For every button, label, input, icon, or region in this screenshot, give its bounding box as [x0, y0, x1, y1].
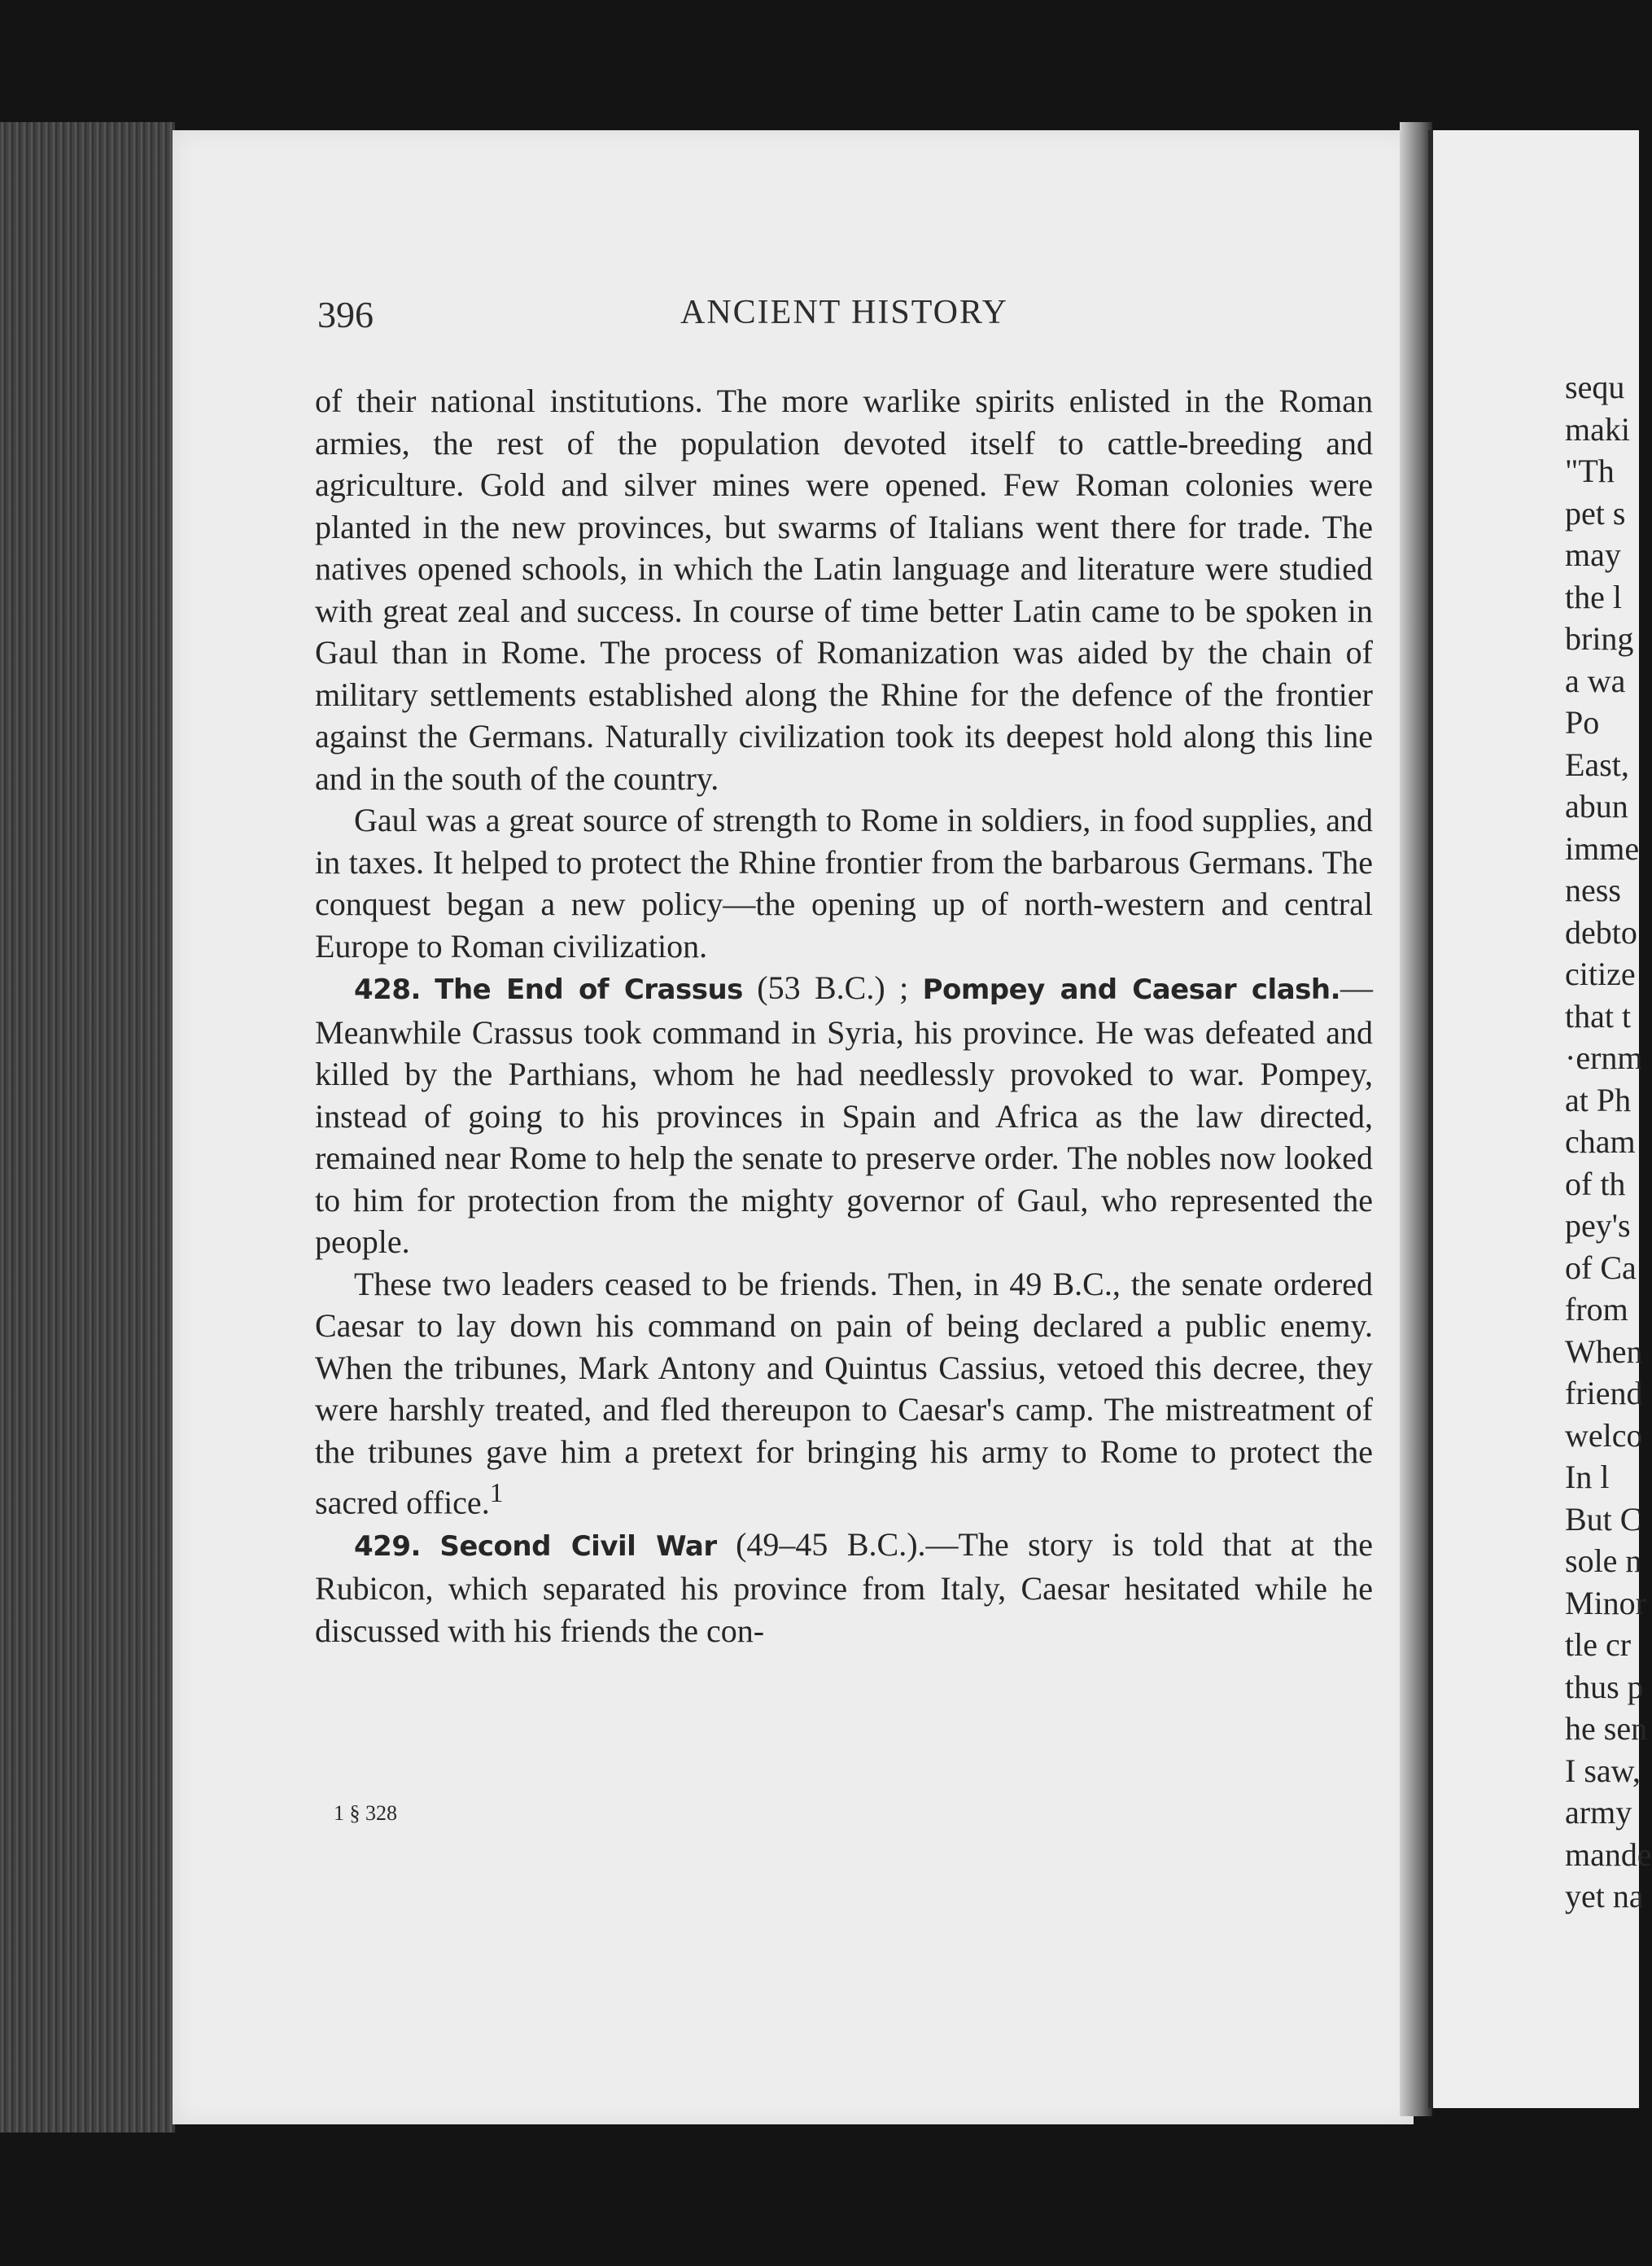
section-heading: Pompey and Caesar clash.: [922, 973, 1341, 1006]
section-heading: Second Civil War: [439, 1529, 717, 1563]
right-page-line: ness: [1565, 872, 1621, 908]
right-page-line: yet na: [1565, 1878, 1644, 1914]
section-body: —The story is told that at the Rubicon, which separated his province from Italy, Caesar hesitated while he discussed with his friends the con-: [315, 1525, 1374, 1649]
right-page-line: army: [1565, 1794, 1632, 1831]
right-page-line: "Th: [1565, 453, 1615, 489]
footnote-marker: 1: [489, 1478, 504, 1508]
right-page-line: bring: [1565, 620, 1634, 657]
right-page-line: welco: [1565, 1416, 1643, 1454]
right-page-line: from: [1565, 1291, 1628, 1328]
section-428: [315, 967, 1373, 1263]
paragraph-gaul-institutions: of their national institutions. The more warlike spirits enlisted in the Roman armies, the rest of the population devoted itself to cattle-breeding and agriculture. Gold and silver mines were opened. Few Roman colonies were planted in the new provinces, but swarms of Italians went there for trade. The natives opened schools, in which the Latin language and literature were studied with great zeal and success. In course of time better Latin came to be spoken in Gaul than in Rome. The process of Romanization was aided by the chain of military settlements established along the Rhine for the defence of the frontier against the Germans. Naturally civilization took its deepest hold along this line and in the south of the country.: [315, 383, 1373, 797]
left-page: [173, 130, 1414, 2124]
footnote: 1 § 328: [334, 1801, 397, 1825]
right-page-line: thus p: [1565, 1668, 1644, 1705]
right-page-line: I saw,: [1565, 1752, 1641, 1789]
right-page-text: [1565, 366, 1652, 1918]
right-page-line: pet s: [1565, 494, 1626, 532]
section-body: —Meanwhile Crassus took command in Syria, his province. He was defeated and killed by the Parthians, whom he had needlessly provoked to war. Pompey, instead of going to his provinces in Spain and Africa as the law directed, remained near Rome to help the senate to preserve order. The nobles now looked to him for protection from the mighty governor of Gaul, who represented the people.: [315, 969, 1374, 1260]
right-page-line: imme: [1565, 829, 1640, 867]
right-page-line: East,: [1565, 746, 1629, 783]
right-page-line: pey's: [1565, 1207, 1631, 1244]
right-page-line: ·ernm: [1565, 1039, 1643, 1076]
page-number: 396: [317, 294, 374, 335]
right-page-line: that t: [1565, 997, 1632, 1035]
right-page-line: tle cr: [1565, 1626, 1632, 1663]
right-page-line: debto: [1565, 913, 1637, 951]
right-page-line: at Ph: [1565, 1081, 1632, 1118]
right-page-line: of th: [1565, 1165, 1626, 1202]
book-page-edges: [0, 122, 175, 2133]
paragraph-text: These two leaders ceased to be friends. Then, in 49 B.C., the senate ordered Caesar to lay down his command on pain of being declared a public enemy. When the tribunes, Mark Antony and Quintus Cassius, vetoed this decree, they were harshly treated, and fled thereupon to Caesar's camp. The mistreatment of the tribunes gave him a pretext for bringing his army to Rome to protect the sacred office.: [315, 1265, 1373, 1521]
section-429: [315, 1524, 1373, 1652]
section-heading: The End of Crassus: [435, 973, 743, 1006]
right-page-line: citize: [1565, 956, 1636, 992]
right-page-line: he sen: [1565, 1710, 1648, 1747]
body-text: [315, 380, 1373, 1651]
right-page-line: abun: [1565, 788, 1628, 825]
running-head: [317, 293, 1371, 342]
right-page-line: a wa: [1565, 662, 1626, 699]
running-title: ANCIENT HISTORY: [680, 294, 1008, 331]
right-page-line: maki: [1565, 410, 1630, 448]
right-page-line: may: [1565, 536, 1621, 573]
section-number: 428.: [354, 973, 421, 1006]
right-page-line: cham: [1565, 1123, 1636, 1160]
right-page-line: Po: [1565, 704, 1600, 741]
right-page-line: of Ca: [1565, 1249, 1637, 1286]
right-page-line: the l: [1565, 578, 1622, 615]
right-page-line: In l: [1565, 1459, 1610, 1495]
section-date: (53 B.C.) ;: [757, 969, 909, 1006]
book-gutter: [1400, 122, 1432, 2116]
right-page-line: mande: [1565, 1835, 1652, 1873]
right-page-line: sole n: [1565, 1542, 1642, 1579]
right-page-line: When: [1565, 1332, 1643, 1370]
right-page: [1428, 130, 1652, 2108]
right-page-line: But C: [1565, 1500, 1642, 1538]
paragraph-leaders: [315, 1263, 1373, 1524]
right-page-line: Minor: [1565, 1584, 1646, 1621]
right-page-line: sequ: [1565, 369, 1625, 405]
section-number: 429.: [354, 1529, 421, 1563]
right-page-line: friend: [1565, 1375, 1643, 1411]
paragraph-gaul-strength: Gaul was a great source of strength to Rome in soldiers, in food supplies, and in taxes. It helped to protect the Rhine frontier from the barbarous Germans. The conquest began a new policy—the opening up of north-western and central Europe to Roman civilization.: [315, 802, 1373, 965]
section-date: (49–45 B.C.).: [736, 1525, 926, 1563]
